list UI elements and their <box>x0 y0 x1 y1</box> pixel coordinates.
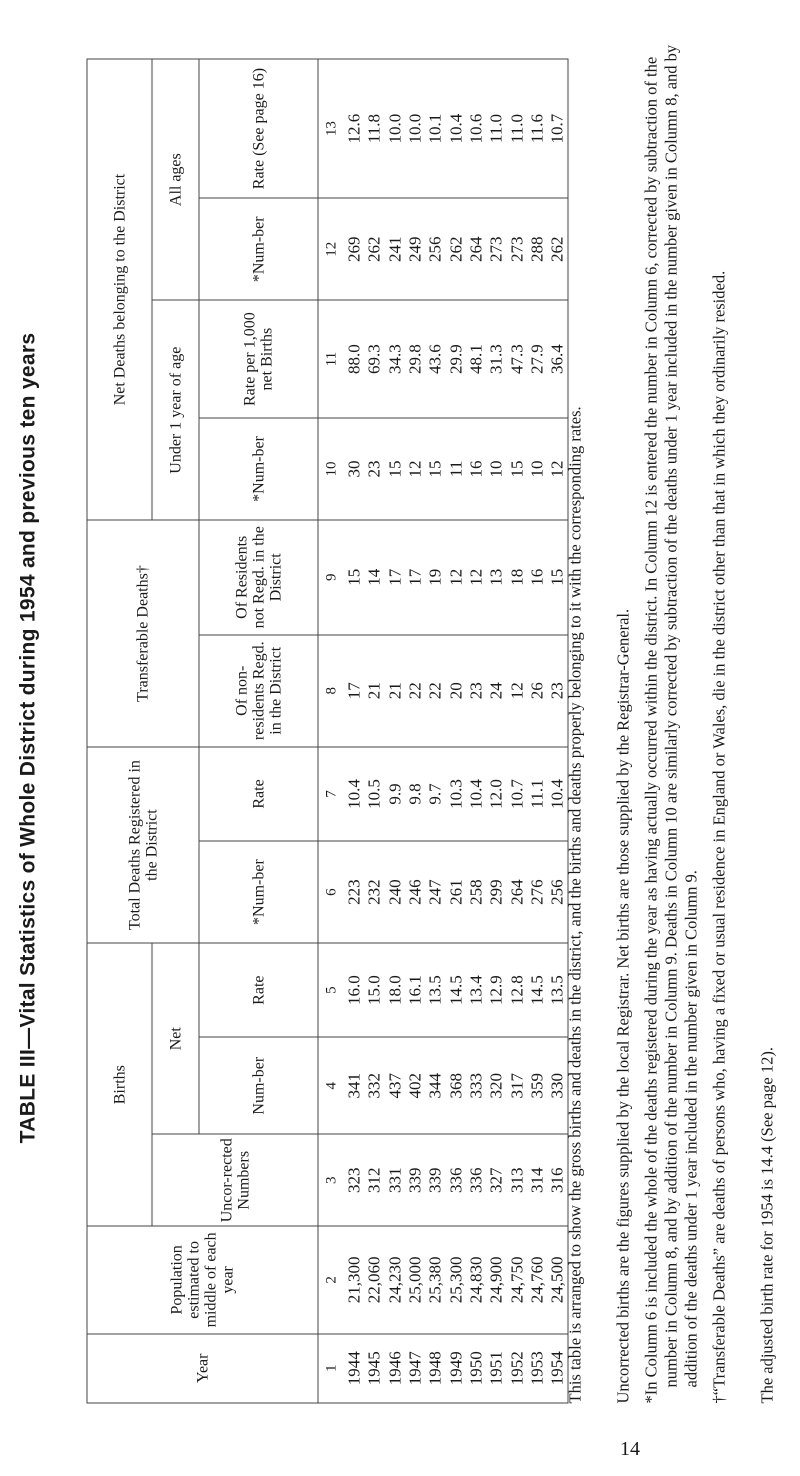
table-row <box>405 59 425 1403</box>
table-cell: 246 <box>405 841 425 943</box>
table-cell: 12 <box>405 418 425 520</box>
table-row <box>507 59 527 1403</box>
table-cell: 258 <box>466 841 486 943</box>
table-cell: 327 <box>487 1134 507 1226</box>
header-all-ages-number: *Num-ber <box>199 198 318 300</box>
table-cell: 223 <box>345 841 365 943</box>
table-row <box>466 59 486 1403</box>
table-cell: 1953 <box>527 1334 547 1403</box>
table-cell: 24,760 <box>527 1226 547 1333</box>
table-cell: 256 <box>426 198 446 300</box>
table-cell: 88.0 <box>345 300 365 418</box>
table-cell: 11.8 <box>365 59 385 198</box>
table-cell: 21 <box>365 635 385 747</box>
table-cell: 247 <box>426 841 446 943</box>
table-cell: 13.5 <box>426 943 446 1037</box>
header-all-ages-rate: Rate (See page 16) <box>199 59 318 198</box>
table-cell: 25,000 <box>405 1226 425 1333</box>
table-cell: 19 <box>426 520 446 634</box>
table-cell: 18 <box>507 520 527 634</box>
table-cell: 24,830 <box>466 1226 486 1333</box>
header-net: Net <box>152 943 199 1134</box>
table-cell: 31.3 <box>487 300 507 418</box>
table-cell: 13 <box>487 520 507 634</box>
table-cell: 10.3 <box>446 747 466 841</box>
table-cell: 10.6 <box>466 59 486 198</box>
column-number: 7 <box>318 747 345 841</box>
table-cell: 1951 <box>487 1334 507 1403</box>
table-cell: 14.5 <box>446 943 466 1037</box>
table-cell: 339 <box>405 1134 425 1226</box>
table-row <box>527 59 547 1403</box>
table-cell: 25,380 <box>426 1226 446 1333</box>
table-cell: 15 <box>547 520 568 634</box>
table-row <box>487 59 507 1403</box>
table-cell: 10.4 <box>466 747 486 841</box>
table-cell: 344 <box>426 1037 446 1134</box>
table-cell: 22 <box>426 635 446 747</box>
table-cell: 10.7 <box>547 59 568 198</box>
header-net-births-rate: Rate <box>199 943 318 1037</box>
table-cell: 12.9 <box>487 943 507 1037</box>
table-cell: 16.1 <box>405 943 425 1037</box>
table-cell: 16 <box>466 418 486 520</box>
table-cell: 232 <box>365 841 385 943</box>
table-cell: 15 <box>426 418 446 520</box>
table-cell: 276 <box>527 841 547 943</box>
page-title: TABLE III—Vital Statistics of Whole District during 1954 and previous ten years <box>17 1 41 1476</box>
table-cell: 21 <box>385 635 405 747</box>
table-cell: 48.1 <box>466 300 486 418</box>
table-cell: 341 <box>345 1037 365 1134</box>
table-cell: 241 <box>385 198 405 300</box>
table-cell: 1954 <box>547 1334 568 1403</box>
table-cell: 14 <box>365 520 385 634</box>
header-uncorrected: Uncor-rected Numbers <box>152 1134 318 1226</box>
table-cell: 15 <box>507 418 527 520</box>
table-cell: 1950 <box>466 1334 486 1403</box>
table-cell: 22,060 <box>365 1226 385 1333</box>
table-cell: 12.6 <box>345 59 365 198</box>
header-births: Births <box>87 943 152 1226</box>
table-cell: 264 <box>466 198 486 300</box>
table-cell: 11.1 <box>527 747 547 841</box>
table-cell: 12 <box>466 520 486 634</box>
table-cell: 11 <box>446 418 466 520</box>
table-cell: 69.3 <box>365 300 385 418</box>
footnote-adjusted-rate: The adjusted birth rate for 1954 is 14.4 (See page 12). <box>758 59 778 1404</box>
column-number: 3 <box>318 1134 345 1226</box>
table-cell: 10.4 <box>547 747 568 841</box>
header-under-one-year: Under 1 year of age <box>152 300 199 520</box>
table-cell: 16.0 <box>345 943 365 1037</box>
table-cell: 26 <box>527 635 547 747</box>
table-cell: 10.5 <box>365 747 385 841</box>
column-number: 10 <box>318 418 345 520</box>
table-row <box>365 59 385 1403</box>
header-total-deaths: Total Deaths Registered in the District <box>87 747 199 943</box>
header-transferable-deaths: Transferable Deaths† <box>87 520 199 747</box>
table-cell: 262 <box>547 198 568 300</box>
table-cell: 15 <box>345 520 365 634</box>
table-cell: 9.7 <box>426 747 446 841</box>
table-cell: 1946 <box>385 1334 405 1403</box>
table-cell: 16 <box>527 520 547 634</box>
column-number: 4 <box>318 1037 345 1134</box>
table-cell: 24,900 <box>487 1226 507 1333</box>
table-row <box>446 59 466 1403</box>
table-cell: 13.5 <box>547 943 568 1037</box>
column-number: 8 <box>318 635 345 747</box>
table-cell: 1949 <box>446 1334 466 1403</box>
table-cell: 10.0 <box>405 59 425 198</box>
footnote-births: Uncorrected births are the figures supplied by the local Registrar. Net births are those supplied by the Registrar-General. <box>614 59 634 1404</box>
footnote-intro: This table is arranged to show the gross births and deaths in the district, and the births and deaths properly belonging to it with the corresponding rates. <box>566 59 586 1404</box>
table-cell: 368 <box>446 1037 466 1134</box>
column-number: 6 <box>318 841 345 943</box>
column-number: 5 <box>318 943 345 1037</box>
table-cell: 1948 <box>426 1334 446 1403</box>
table-cell: 21,300 <box>345 1226 365 1333</box>
column-number: 11 <box>318 300 345 418</box>
table-cell: 10.4 <box>446 59 466 198</box>
table-cell: 30 <box>345 418 365 520</box>
header-non-residents: Of non-residents Regd. in the District <box>199 635 318 747</box>
footnote-transferable: †“Transferable Deaths” are deaths of persons who, having a fixed or usual residence in England or Wales, die in the district other than that in which they ordinarily resided. <box>710 43 730 1404</box>
table-cell: 11.0 <box>507 59 527 198</box>
table-cell: 10.4 <box>345 747 365 841</box>
table-cell: 264 <box>507 841 527 943</box>
table-cell: 316 <box>547 1134 568 1226</box>
table-cell: 1952 <box>507 1334 527 1403</box>
header-all-ages: All ages <box>152 59 199 300</box>
table-cell: 240 <box>385 841 405 943</box>
table-cell: 20 <box>446 635 466 747</box>
table-cell: 29.9 <box>446 300 466 418</box>
table-cell: 331 <box>385 1134 405 1226</box>
column-number-row <box>318 59 345 1403</box>
header-net-births-number: Num-ber <box>199 1037 318 1134</box>
table-cell: 249 <box>405 198 425 300</box>
table-cell: 339 <box>426 1134 446 1226</box>
table-cell: 299 <box>487 841 507 943</box>
table-cell: 17 <box>345 635 365 747</box>
table-cell: 288 <box>527 198 547 300</box>
table-cell: 333 <box>466 1037 486 1134</box>
table-cell: 1947 <box>405 1334 425 1403</box>
table-cell: 12.0 <box>487 747 507 841</box>
table-cell: 269 <box>345 198 365 300</box>
table-cell: 24,230 <box>385 1226 405 1333</box>
table-row <box>426 59 446 1403</box>
table-cell: 336 <box>446 1134 466 1226</box>
table-cell: 9.8 <box>405 747 425 841</box>
table-cell: 25,300 <box>446 1226 466 1333</box>
table-cell: 256 <box>547 841 568 943</box>
table-cell: 314 <box>527 1134 547 1226</box>
table-cell: 12 <box>507 635 527 747</box>
table-cell: 402 <box>405 1037 425 1134</box>
table-cell: 34.3 <box>385 300 405 418</box>
table-cell: 15 <box>385 418 405 520</box>
table-cell: 18.0 <box>385 943 405 1037</box>
table-cell: 262 <box>365 198 385 300</box>
table-cell: 24 <box>487 635 507 747</box>
table-row <box>385 59 405 1403</box>
table-cell: 332 <box>365 1037 385 1134</box>
table-cell: 336 <box>466 1134 486 1226</box>
table-row <box>345 59 365 1403</box>
table-cell: 47.3 <box>507 300 527 418</box>
table-cell: 36.4 <box>547 300 568 418</box>
header-year: Year <box>87 1334 318 1403</box>
table-cell: 10 <box>487 418 507 520</box>
header-total-deaths-number: *Num-ber <box>199 841 318 943</box>
column-number: 1 <box>318 1334 345 1403</box>
table-cell: 1944 <box>345 1334 365 1403</box>
header-total-deaths-rate: Rate <box>199 747 318 841</box>
table-cell: 317 <box>507 1037 527 1134</box>
table-cell: 11.6 <box>527 59 547 198</box>
table-cell: 312 <box>365 1134 385 1226</box>
table-cell: 24,500 <box>547 1226 568 1333</box>
footnote-columns: *In Column 6 is included the whole of the deaths registered during the year as having actually occurred within the district. In Column 12 is entered the number in Column 6, corrected by subtraction of the number in Column 8, and by addition of the number in Column 9. Deaths in Column 10 are similarly corrected by subtraction of the deaths under 1 year included in the number given in Column 8, and by addition of the deaths under 1 year included in the number given in Column 9. <box>642 43 702 1404</box>
table-cell: 323 <box>345 1134 365 1226</box>
page-number: 14 <box>620 1438 640 1461</box>
table-cell: 330 <box>547 1037 568 1134</box>
table-cell: 13.4 <box>466 943 486 1037</box>
table-cell: 29.8 <box>405 300 425 418</box>
table-cell: 17 <box>385 520 405 634</box>
table-cell: 23 <box>365 418 385 520</box>
vital-statistics-table <box>87 59 569 1404</box>
rotated-page <box>1 1 800 1476</box>
table-cell: 22 <box>405 635 425 747</box>
table-cell: 320 <box>487 1037 507 1134</box>
table-cell: 313 <box>507 1134 527 1226</box>
table-cell: 10 <box>527 418 547 520</box>
table-cell: 10.0 <box>385 59 405 198</box>
table-cell: 23 <box>547 635 568 747</box>
table-cell: 1945 <box>365 1334 385 1403</box>
table-cell: 24,750 <box>507 1226 527 1333</box>
table-cell: 17 <box>405 520 425 634</box>
table-cell: 12.8 <box>507 943 527 1037</box>
header-net-deaths: Net Deaths belonging to the District <box>87 59 152 520</box>
table-cell: 359 <box>527 1037 547 1134</box>
table-cell: 262 <box>446 198 466 300</box>
table-cell: 9.9 <box>385 747 405 841</box>
table-cell: 10.1 <box>426 59 446 198</box>
table-cell: 14.5 <box>527 943 547 1037</box>
header-population: Population estimated to middle of each year <box>87 1226 318 1333</box>
column-number: 12 <box>318 198 345 300</box>
table-cell: 10.7 <box>507 747 527 841</box>
table-cell: 43.6 <box>426 300 446 418</box>
header-under-one-rate: Rate per 1,000 net Births <box>199 300 318 418</box>
header-residents: Of Residents not Regd. in the District <box>199 520 318 634</box>
table-cell: 15.0 <box>365 943 385 1037</box>
table-cell: 273 <box>507 198 527 300</box>
table-cell: 27.9 <box>527 300 547 418</box>
table-cell: 12 <box>547 418 568 520</box>
table-cell: 437 <box>385 1037 405 1134</box>
table-cell: 273 <box>487 198 507 300</box>
column-number: 13 <box>318 59 345 198</box>
table-cell: 261 <box>446 841 466 943</box>
table-cell: 11.0 <box>487 59 507 198</box>
column-number: 9 <box>318 520 345 634</box>
table-cell: 23 <box>466 635 486 747</box>
column-number: 2 <box>318 1226 345 1333</box>
table-cell: 12 <box>446 520 466 634</box>
header-under-one-number: *Num-ber <box>199 418 318 520</box>
